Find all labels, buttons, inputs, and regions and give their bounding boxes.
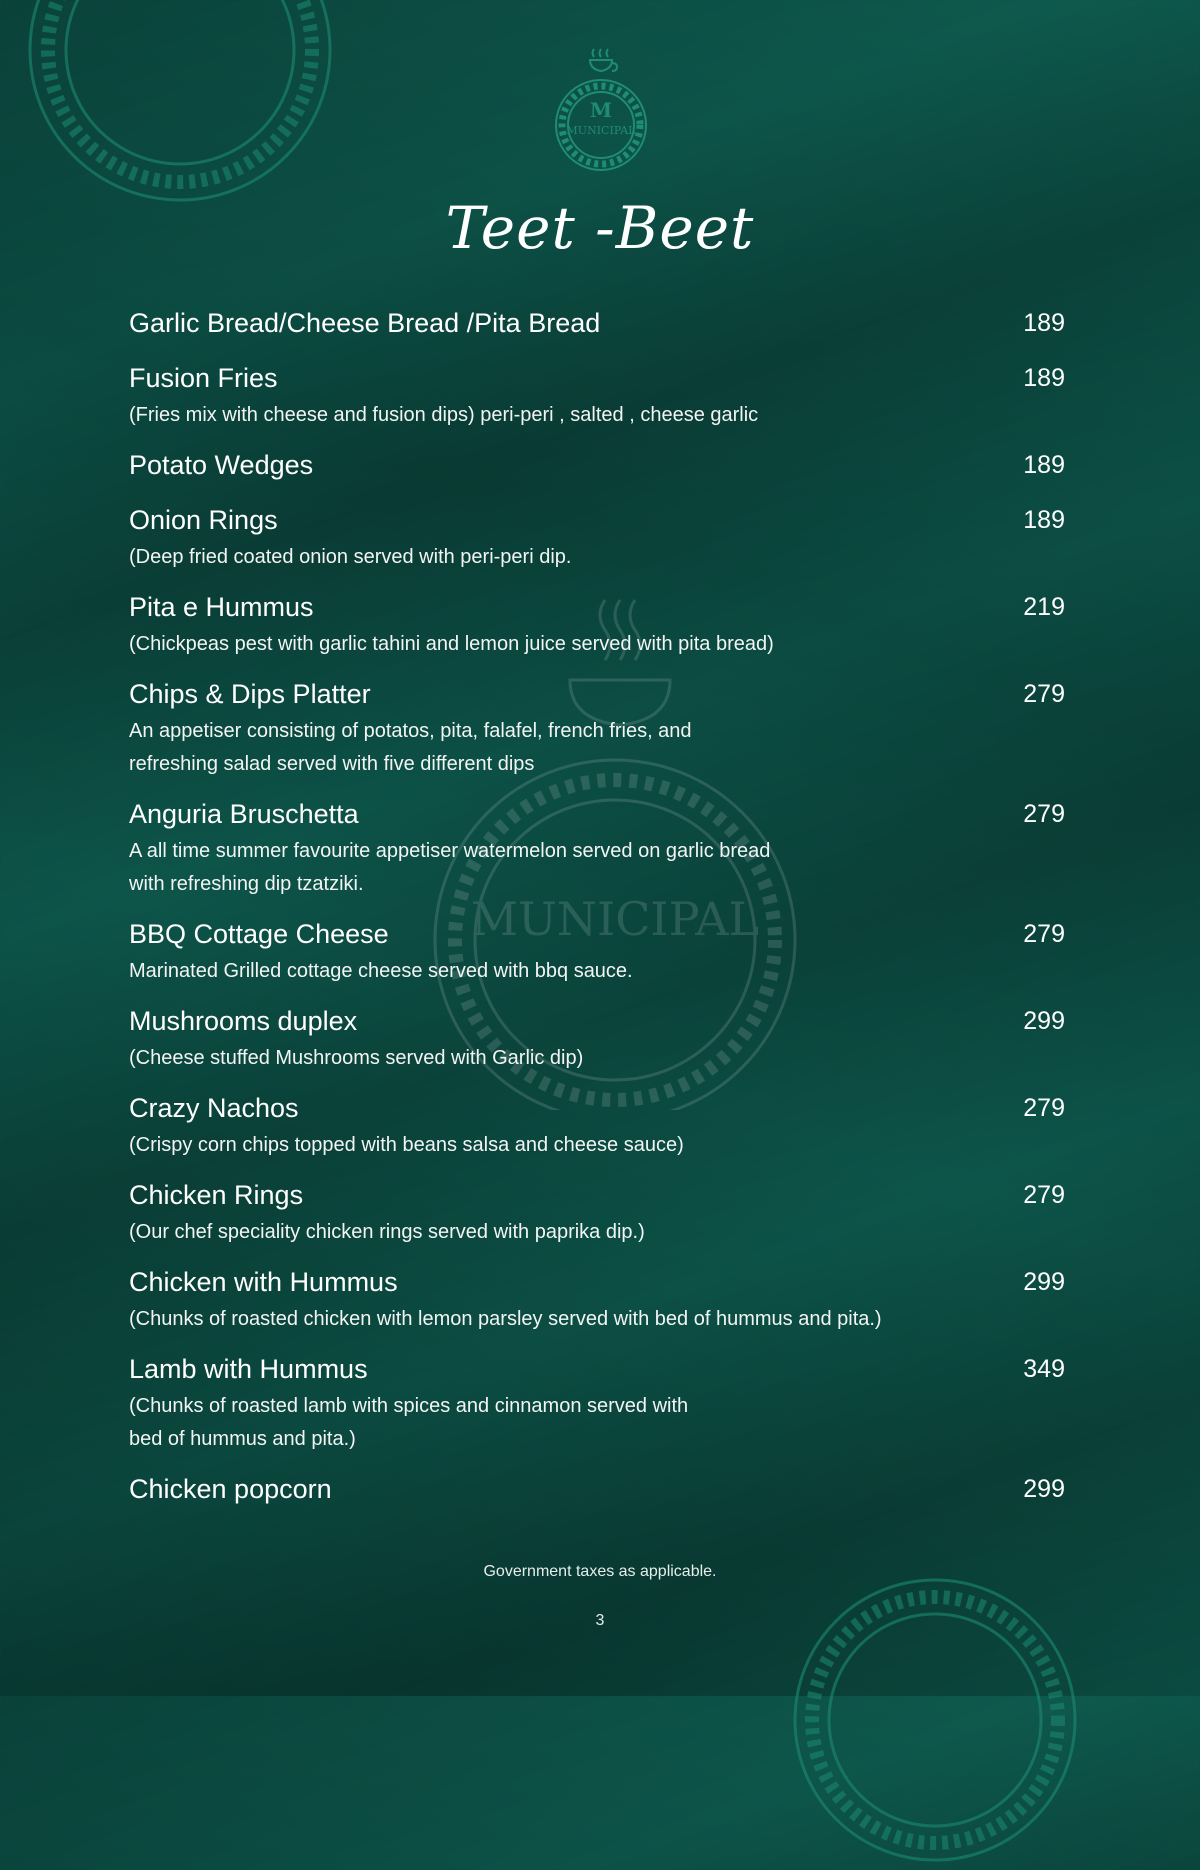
menu-item-price: 349 bbox=[1023, 1355, 1065, 1383]
menu-item bbox=[129, 1348, 1069, 1456]
municipal-logo bbox=[548, 43, 654, 171]
menu-item-price: 189 bbox=[1023, 451, 1065, 479]
menu-item-price: 279 bbox=[1023, 920, 1065, 948]
menu-item-name: Lamb with Hummus bbox=[129, 1354, 368, 1384]
menu-item bbox=[129, 1468, 1069, 1510]
menu-item-name: Chips & Dips Platter bbox=[129, 679, 371, 709]
menu-item-description: (Our chef speciality chicken rings served with paprika dip.) bbox=[129, 1221, 645, 1243]
menu-item-row bbox=[129, 586, 1069, 628]
page-number: 3 bbox=[595, 1612, 605, 1629]
menu-item-row bbox=[129, 1087, 1069, 1129]
menu-item-row bbox=[129, 444, 1069, 486]
menu-item bbox=[129, 793, 1069, 901]
logo-brand-text: MUNICIPAL bbox=[566, 124, 636, 137]
menu-item-row bbox=[129, 1468, 1069, 1510]
menu-item-row bbox=[129, 673, 1069, 715]
menu-item-price: 279 bbox=[1023, 1181, 1065, 1209]
menu-item-description: (Chickpeas pest with garlic tahini and lemon juice served with pita bread) bbox=[129, 633, 774, 655]
tax-note: Government taxes as applicable. bbox=[483, 1563, 717, 1580]
menu-item-row bbox=[129, 499, 1069, 541]
menu-item-name: Chicken Rings bbox=[129, 1180, 304, 1210]
menu-item-name: Garlic Bread/Cheese Bread /Pita Bread bbox=[129, 308, 601, 338]
logo-monogram: M bbox=[589, 98, 613, 122]
menu-item-price: 189 bbox=[1023, 506, 1065, 534]
menu-item-name: Chicken popcorn bbox=[129, 1474, 332, 1504]
menu-item-description: (Cheese stuffed Mushrooms served with Garlic dip) bbox=[129, 1047, 584, 1069]
menu-item-description: (Chunks of roasted lamb with spices and cinnamon served with bed of hummus and pita.) bbox=[129, 1395, 689, 1450]
menu-item bbox=[129, 913, 1069, 988]
menu-item-name: Fusion Fries bbox=[129, 363, 278, 393]
menu-item-name: Crazy Nachos bbox=[129, 1093, 299, 1123]
menu-item-price: 299 bbox=[1023, 1007, 1065, 1035]
section-title: Teet -Beet bbox=[445, 194, 755, 262]
menu-item-description: (Crispy corn chips topped with beans salsa and cheese sauce) bbox=[129, 1134, 684, 1156]
menu-item bbox=[129, 586, 1069, 661]
menu-item-name: Mushrooms duplex bbox=[129, 1006, 358, 1036]
menu-item-price: 219 bbox=[1023, 593, 1065, 621]
menu-item-row bbox=[129, 1174, 1069, 1216]
menu-item-price: 299 bbox=[1023, 1475, 1065, 1503]
menu-item-description: (Fries mix with cheese and fusion dips) peri-peri , salted , cheese garlic bbox=[129, 404, 759, 426]
menu-item-row bbox=[129, 302, 1069, 344]
menu-item bbox=[129, 1087, 1069, 1162]
menu-item-price: 299 bbox=[1023, 1268, 1065, 1296]
menu-item-description: (Chunks of roasted chicken with lemon parsley served with bed of hummus and pita.) bbox=[129, 1308, 882, 1330]
menu-item bbox=[129, 499, 1069, 574]
menu-item-price: 189 bbox=[1023, 364, 1065, 392]
menu-item bbox=[129, 444, 1069, 486]
menu-item-name: Potato Wedges bbox=[129, 450, 314, 480]
menu-list bbox=[129, 302, 1069, 1523]
menu-item bbox=[129, 302, 1069, 344]
menu-item-description: A all time summer favourite appetiser watermelon served on garlic bread with refreshing dip tzatziki. bbox=[129, 840, 771, 895]
menu-item-price: 279 bbox=[1023, 800, 1065, 828]
menu-item-name: Anguria Bruschetta bbox=[129, 799, 359, 829]
menu-item-row bbox=[129, 1000, 1069, 1042]
menu-item-description: Marinated Grilled cottage cheese served with bbq sauce. bbox=[129, 960, 633, 982]
menu-item-price: 279 bbox=[1023, 1094, 1065, 1122]
menu-item bbox=[129, 357, 1069, 432]
menu-item-price: 189 bbox=[1023, 309, 1065, 337]
menu-item-row bbox=[129, 1348, 1069, 1390]
menu-item-description: (Deep fried coated onion served with peri-peri dip. bbox=[129, 546, 572, 568]
menu-item-price: 279 bbox=[1023, 680, 1065, 708]
menu-item bbox=[129, 673, 1069, 781]
menu-item-name: Onion Rings bbox=[129, 505, 278, 535]
watermark-brand-text: MUNICIPAL bbox=[470, 892, 760, 946]
menu-item bbox=[129, 1174, 1069, 1249]
menu-item-row bbox=[129, 913, 1069, 955]
greek-key-ring-top-left bbox=[20, 0, 340, 210]
menu-item-name: BBQ Cottage Cheese bbox=[129, 919, 389, 949]
menu-item-description: An appetiser consisting of potatos, pita, falafel, french fries, and refreshing salad served with five different dips bbox=[129, 720, 692, 775]
menu-item-row bbox=[129, 793, 1069, 835]
menu-item bbox=[129, 1000, 1069, 1075]
menu-item-row bbox=[129, 357, 1069, 399]
menu-item-name: Chicken with Hummus bbox=[129, 1267, 398, 1297]
menu-item-row bbox=[129, 1261, 1069, 1303]
menu-item-name: Pita e Hummus bbox=[129, 592, 314, 622]
menu-item bbox=[129, 1261, 1069, 1336]
